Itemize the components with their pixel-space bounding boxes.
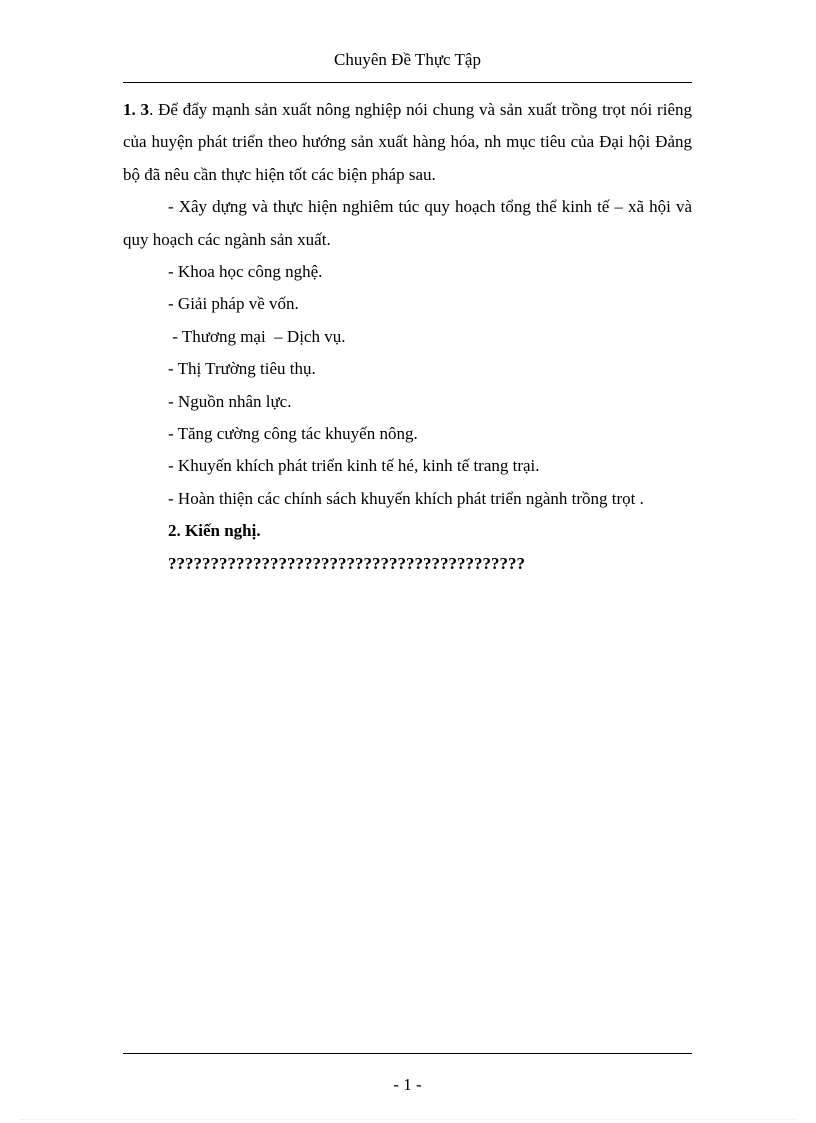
section-number: 1. 3 bbox=[123, 100, 150, 119]
page-header-title: Chuyên Đề Thực Tập bbox=[334, 50, 481, 69]
header-divider bbox=[123, 82, 692, 83]
measure-item: - Nguồn nhân lực. bbox=[168, 391, 292, 411]
page-number: - 1 - bbox=[393, 1075, 422, 1094]
footer-divider bbox=[123, 1053, 692, 1054]
measure-item: - Thị Trường tiêu thụ. bbox=[168, 359, 316, 379]
section-heading: 2. Kiến nghị. bbox=[168, 521, 261, 541]
document-body bbox=[123, 94, 692, 580]
intro-text: . Để đẩy mạnh sản xuất nông nghiệp nói chung và sản xuất trồng trọt nói riêng của huyện phát triển theo hướng sản xuất hàng hóa, nh mục tiêu của Đại hội Đảng bộ đã nêu cần thực hiện tốt các biện pháp sau. bbox=[123, 100, 692, 184]
measure-item: - Xây dựng và thực hiện nghiêm túc quy hoạch tổng thể kinh tế – xã hội và quy hoạch các ngành sản xuất. bbox=[123, 197, 692, 249]
measure-item: - Khuyến khích phát triển kinh tế hé, kinh tế trang trại. bbox=[168, 456, 540, 476]
intro-paragraph bbox=[123, 94, 692, 191]
measure-item: - Giải pháp về vốn. bbox=[168, 294, 299, 314]
measure-item: - Khoa học công nghệ. bbox=[168, 262, 323, 282]
measure-item: - Hoàn thiện các chính sách khuyến khích phát triển ngành trồng trọt . bbox=[168, 488, 644, 508]
section-body: ?????????????????????????????????????????? bbox=[168, 553, 525, 573]
measure-item: - Thương mại – Dịch vụ. bbox=[168, 326, 346, 346]
measure-item: - Tăng cường công tác khuyến nông. bbox=[168, 424, 418, 444]
page-edge-divider bbox=[20, 1119, 796, 1120]
